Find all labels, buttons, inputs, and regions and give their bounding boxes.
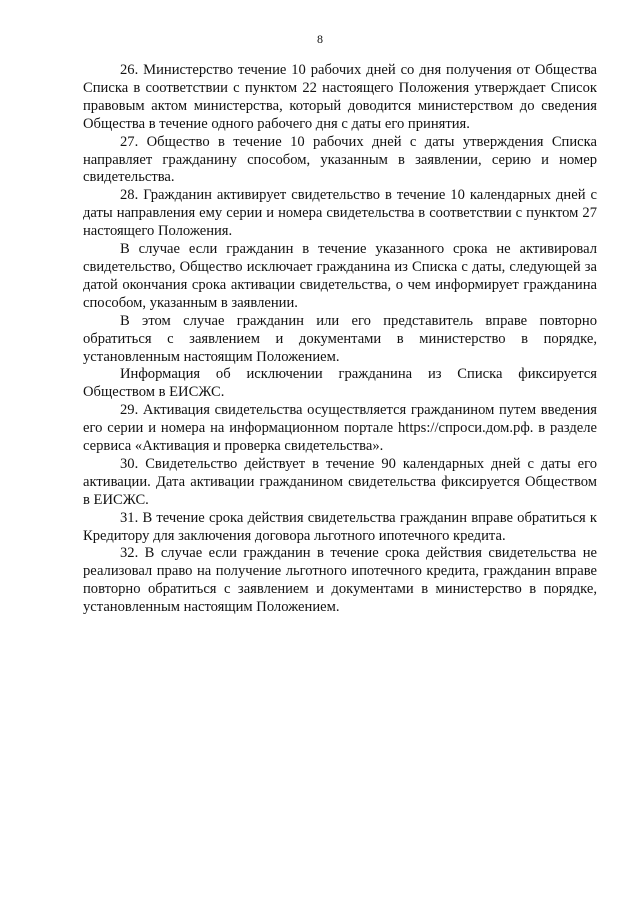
paragraph-28-reapply: В этом случае гражданин или его представитель вправе повторно обратиться с заявлением и документами в министерство в порядке, установленным настоящим Положением. [83, 312, 597, 365]
paragraph-27: 27. Общество в течение 10 рабочих дней с даты утверждения Списка направляет гражданину способом, указанным в заявлении, серию и номер свидетельства. [83, 133, 597, 186]
paragraph-28: 28. Гражданин активирует свидетельство в течение 10 календарных дней с даты направления ему серии и номера свидетельства в соответствии с пунктом 27 настоящего Положения. [83, 187, 597, 240]
paragraph-26: 26. Министерство течение 10 рабочих дней со дня получения от Общества Списка в соответствии с пунктом 22 настоящего Положения утверждает Список правовым актом министерства, который доводится министерством до сведения Общества в течение одного рабочего дня с даты его принятия. [83, 62, 597, 132]
page-number: 8 [317, 32, 323, 46]
paragraph-30: 30. Свидетельство действует в течение 90 календарных дней с даты его активации. Дата активации гражданином свидетельства фиксируется Обществом в ЕИСЖС. [83, 455, 597, 508]
paragraph-32: 32. В случае если гражданин в течение срока действия свидетельства не реализовал право на получение льготного ипотечного кредита, гражданин вправе повторно обратиться с заявлением и документами в министерство в порядке, установленным настоящим Положением. [83, 545, 597, 616]
paragraph-31: 31. В течение срока действия свидетельства гражданин вправе обратиться к Кредитору для заключения договора льготного ипотечного кредита. [83, 509, 597, 544]
paragraph-29: 29. Активация свидетельства осуществляется гражданином путем введения его серии и номера на информационном портале https://спроси.дом.рф. в разделе сервиса «Активация и проверка свидетельства». [83, 402, 597, 455]
document-body [83, 62, 597, 617]
paragraph-28-not-activated: В случае если гражданин в течение указанного срока не активировал свидетельство, Общество исключает гражданина из Списка с даты, следующей за датой окончания срока активации свидетельства, о чем информирует гражданина способом, указанным в заявлении. [83, 241, 597, 311]
paragraph-28-eisjs: Информация об исключении гражданина из Списка фиксируется Обществом в ЕИСЖС. [83, 366, 597, 401]
